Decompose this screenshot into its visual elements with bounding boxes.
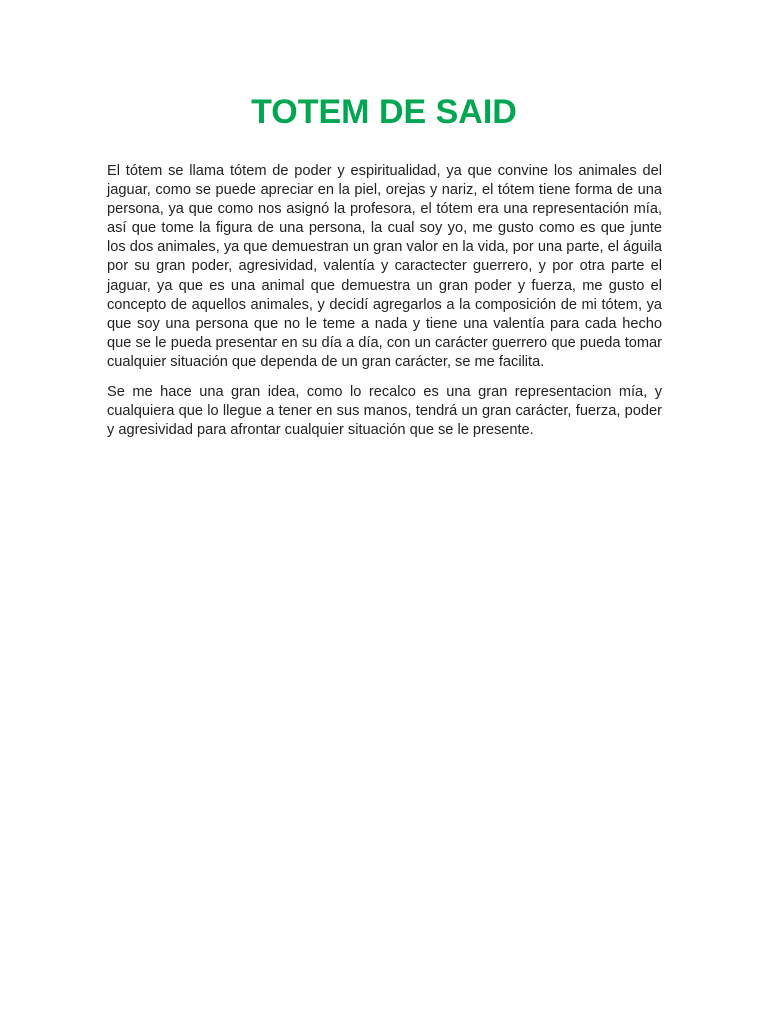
paragraph-2: Se me hace una gran idea, como lo recalco es una gran representacion mía, y cualquiera que lo llegue a tener en sus manos, tendrá un gran carácter, fuerza, poder y agresividad para afrontar cualquier situación que se le presente. [107, 384, 662, 439]
document-title: TOTEM DE SAID [251, 93, 517, 131]
document-body [107, 162, 662, 451]
paragraph-1: El tótem se llama tótem de poder y espiritualidad, ya que convine los animales del jaguar, como se puede apreciar en la piel, orejas y nariz, el tótem tiene forma de una persona, ya que como nos asignó la profesora, el tótem era una representación mía, así que tome la figura de una persona, la cual soy yo, me gusto como es que junte los dos animales, ya que demuestran un gran valor en la vida, por una parte, el águila por su gran poder, agresividad, valentía y caractecter guerrero, y por otra parte el jaguar, ya que es una animal que demuestra un gran poder y fuerza, me gusto el concepto de aquellos animales, y decidí agregarlos a la composición de mi tótem, ya que soy una persona que no le teme a nada y tiene una valentía para cada hecho que se le pueda presentar en su día a día, con un carácter guerrero que pueda tomar cualquier situación que dependa de un gran carácter, se me facilita. [107, 163, 662, 370]
